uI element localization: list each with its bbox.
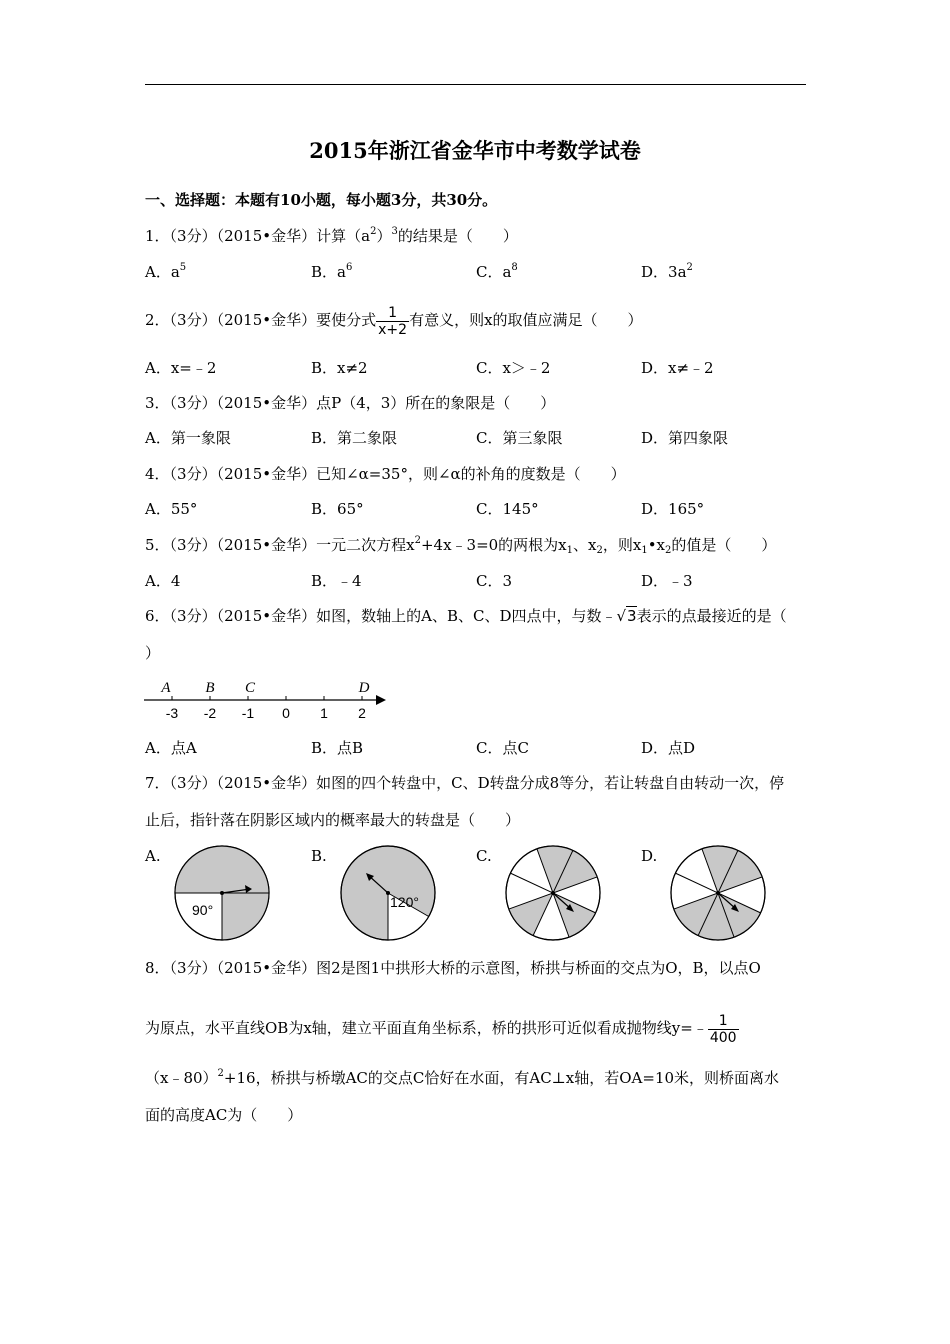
spinner-d (668, 843, 768, 943)
question-8-cont-3: 面的高度AC为（ ） (145, 1106, 303, 1124)
question-7: 7．（3分）（2015•金华）如图的四个转盘中，C、D转盘分成8等分，若让转盘自由转动一次，停 (145, 774, 785, 792)
q6-option-c[interactable]: C．点C (476, 739, 529, 757)
q1-option-d[interactable]: D．$3a^2$ (641, 262, 693, 281)
tick-label: -1 (241, 705, 255, 721)
point-label-a: A (161, 680, 171, 696)
question-3: 3．（3分）（2015•金华）点P（4，3）所在的象限是（ ） (145, 394, 556, 412)
fraction: $\frac{1}{400}$ (709, 1012, 737, 1046)
q3-option-b[interactable]: B．第二象限 (311, 429, 398, 447)
point-label-b: B (205, 680, 215, 696)
spinner-b (338, 843, 438, 943)
q1-option-b[interactable]: B．$a^6$ (311, 262, 353, 281)
question-4: 4．（3分）（2015•金华）已知∠α=35°，则∠α的补角的度数是（ ） (145, 465, 626, 483)
tick-label: 0 (282, 705, 290, 721)
q4-option-c[interactable]: C．145° (476, 500, 539, 518)
q2-option-a[interactable]: A．x=﹣2 (145, 359, 217, 377)
q5-option-d[interactable]: D．﹣3 (641, 572, 693, 590)
angle-label-a: 90° (192, 902, 214, 918)
q6-option-b[interactable]: B．点B (311, 739, 364, 757)
section-heading: 一、选择题：本题有10小题，每小题3分，共30分。 (145, 191, 498, 209)
q2-option-b[interactable]: B．x≠2 (311, 359, 368, 377)
spinner-c (503, 843, 603, 943)
question-8: 8．（3分）（2015•金华）图2是图1中拱形大桥的示意图，桥拱与桥面的交点为O，B，以点O (145, 959, 761, 977)
q7-option-b[interactable]: B. (311, 847, 327, 865)
question-6: 6．（3分）（2015•金华）如图，数轴上的A、B、C、D四点中，与数﹣√3表示的点最接近的是（ (145, 607, 787, 625)
tick-label: 2 (358, 705, 366, 721)
q7-option-a[interactable]: A. (145, 847, 161, 865)
q3-option-c[interactable]: C．第三象限 (476, 429, 563, 447)
page-title: 2015年浙江省金华市中考数学试卷 (309, 138, 641, 163)
tick-label: -3 (165, 705, 179, 721)
q4-option-a[interactable]: A．55° (145, 500, 198, 518)
point-label-d: D (358, 680, 370, 696)
fraction: $\frac{1}{x+2}$ (378, 304, 408, 338)
q4-option-b[interactable]: B．65° (311, 500, 364, 518)
q7-option-c[interactable]: C. (476, 847, 492, 865)
q7-option-d[interactable]: D. (641, 847, 658, 865)
question-5: 5．（3分）（2015•金华）一元二次方程$x^2+4x﹣3=0$的两根为$x_1$、$x_2$，则$x_1•x_2$的值是（ ） (145, 535, 777, 556)
q5-option-b[interactable]: B．﹣4 (311, 572, 362, 590)
number-line (140, 674, 390, 724)
question-7-cont: 止后，指针落在阴影区域内的概率最大的转盘是（ ） (145, 811, 521, 829)
q5-option-a[interactable]: A．4 (145, 572, 181, 590)
question-8-cont-2: （x﹣80）$^2$+16，桥拱与桥墩AC的交点C恰好在水面，有AC⊥x轴，若OA=10米，则桥面离水 (145, 1068, 780, 1087)
q1-option-c[interactable]: C．$a^8$ (476, 262, 518, 281)
q6-option-d[interactable]: D．点D (641, 739, 696, 757)
q5-option-c[interactable]: C．3 (476, 572, 513, 590)
q1-option-a[interactable]: A．$a^5$ (145, 262, 187, 281)
q2-option-c[interactable]: C．x＞﹣2 (476, 359, 551, 377)
angle-label-b: 120° (390, 894, 419, 910)
point-label-c: C (244, 680, 256, 696)
question-2: 2．（3分）（2015•金华）要使分式 $\frac{1}{x+2}$ 有意义，则x的取值应满足（ ） (145, 304, 643, 338)
q2-option-d[interactable]: D．x≠﹣2 (641, 359, 714, 377)
q3-option-a[interactable]: A．第一象限 (145, 429, 231, 447)
question-8-cont: 为原点，水平直线OB为x轴，建立平面直角坐标系，桥的拱形可近似看成抛物线y=﹣ $\frac{1}{400}$ (145, 1012, 737, 1046)
tick-label: -2 (203, 705, 217, 721)
question-6-cont: ） (145, 644, 161, 662)
q3-option-d[interactable]: D．第四象限 (641, 429, 729, 447)
q4-option-d[interactable]: D．165° (641, 500, 705, 518)
sqrt-expression: √3 (616, 607, 637, 625)
question-1: 1．（3分）（2015•金华）计算$(a^2)^3$的结果是（ ） (145, 226, 518, 245)
q6-option-a[interactable]: A．点A (145, 739, 197, 757)
top-rule (145, 84, 806, 85)
spinner-a (172, 843, 272, 943)
tick-label: 1 (320, 705, 328, 721)
